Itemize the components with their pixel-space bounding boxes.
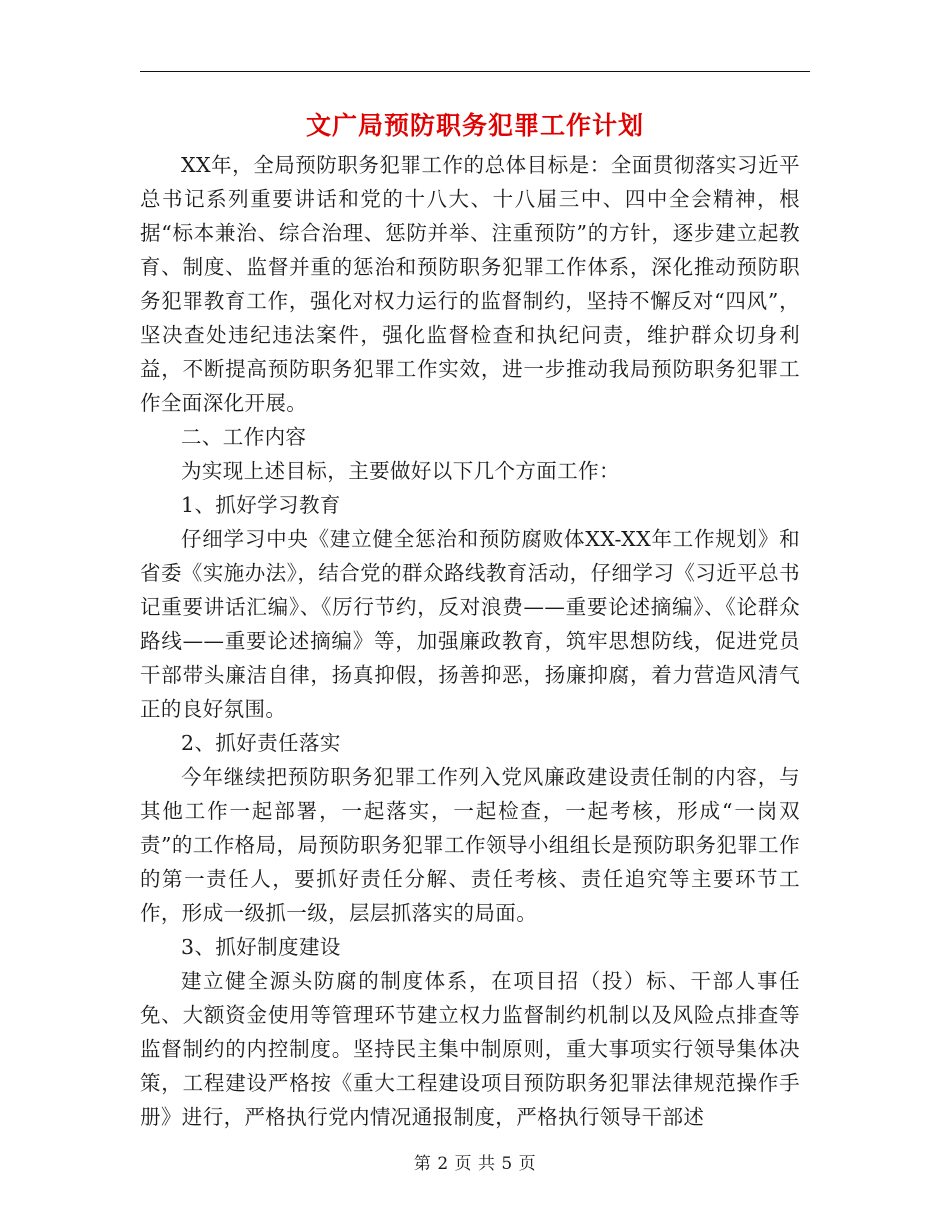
paragraph-study-education: 仔细学习中央《建立健全惩治和预防腐败体XX-XX年工作规划》和省委《实施办法》，结合党的群众路线教育活动，仔细学习《习近平总书记重要讲话汇编》、《厉行节约，反对浪费——重要论述摘编》、《论群众路线——重要论述摘编》等，加强廉政教育，筑牢思想防线，促进党员干部带头廉洁自律，扬真抑假，扬善抑恶，扬廉抑腐，着力营造风清气正的良好氛围。 bbox=[140, 527, 800, 721]
subheading-responsibility: 2、抓好责任落实 bbox=[181, 731, 341, 755]
section-heading-work-content: 二、工作内容 bbox=[181, 425, 307, 449]
header-rule bbox=[140, 71, 810, 72]
subheading-system-building: 3、抓好制度建设 bbox=[181, 935, 341, 959]
paragraph-intro: 为实现上述目标，主要做好以下几个方面工作： bbox=[181, 459, 620, 483]
paragraph-responsibility: 今年继续把预防职务犯罪工作列入党风廉政建设责任制的内容，与其他工作一起部署，一起落实，一起检查，一起考核，形成“一岗双责”的工作格局，局预防职务犯罪工作领导小组组长是预防职务犯罪工作的第一责任人，要抓好责任分解、责任考核、责任追究等主要环节工作，形成一级抓一级，层层抓落实的局面。 bbox=[140, 765, 800, 925]
subheading-study-education: 1、抓好学习教育 bbox=[181, 493, 341, 517]
document-title: 文广局预防职务犯罪工作计划 bbox=[305, 111, 644, 140]
page-number-footer: 第 2 页 共 5 页 bbox=[413, 1154, 537, 1174]
paragraph-system-building: 建立健全源头防腐的制度体系，在项目招（投）标、干部人事任免、大额资金使用等管理环节建立权力监督制约机制以及风险点排查等监督制约的内控制度。坚持民主集中制原则，重大事项实行领导集体决策，工程建设严格按《重大工程建设项目预防职务犯罪法律规范操作手册》进行，严格执行党内情况通报制度，严格执行领导干部述 bbox=[140, 969, 800, 1129]
paragraph-objectives: XX年，全局预防职务犯罪工作的总体目标是：全面贯彻落实习近平总书记系列重要讲话和党的十八大、十八届三中、四中全会精神，根据“标本兼治、综合治理、惩防并举、注重预防”的方针，逐步建立起教育、制度、监督并重的惩治和预防职务犯罪工作体系，深化推动预防职务犯罪教育工作，强化对权力运行的监督制约，坚持不懈反对“四风”，坚决查处违纪违法案件，强化监督检查和执纪问责，维护群众切身利益，不断提高预防职务犯罪工作实效，进一步推动我局预防职务犯罪工作全面深化开展。 bbox=[140, 153, 800, 415]
document-body bbox=[140, 148, 800, 1134]
